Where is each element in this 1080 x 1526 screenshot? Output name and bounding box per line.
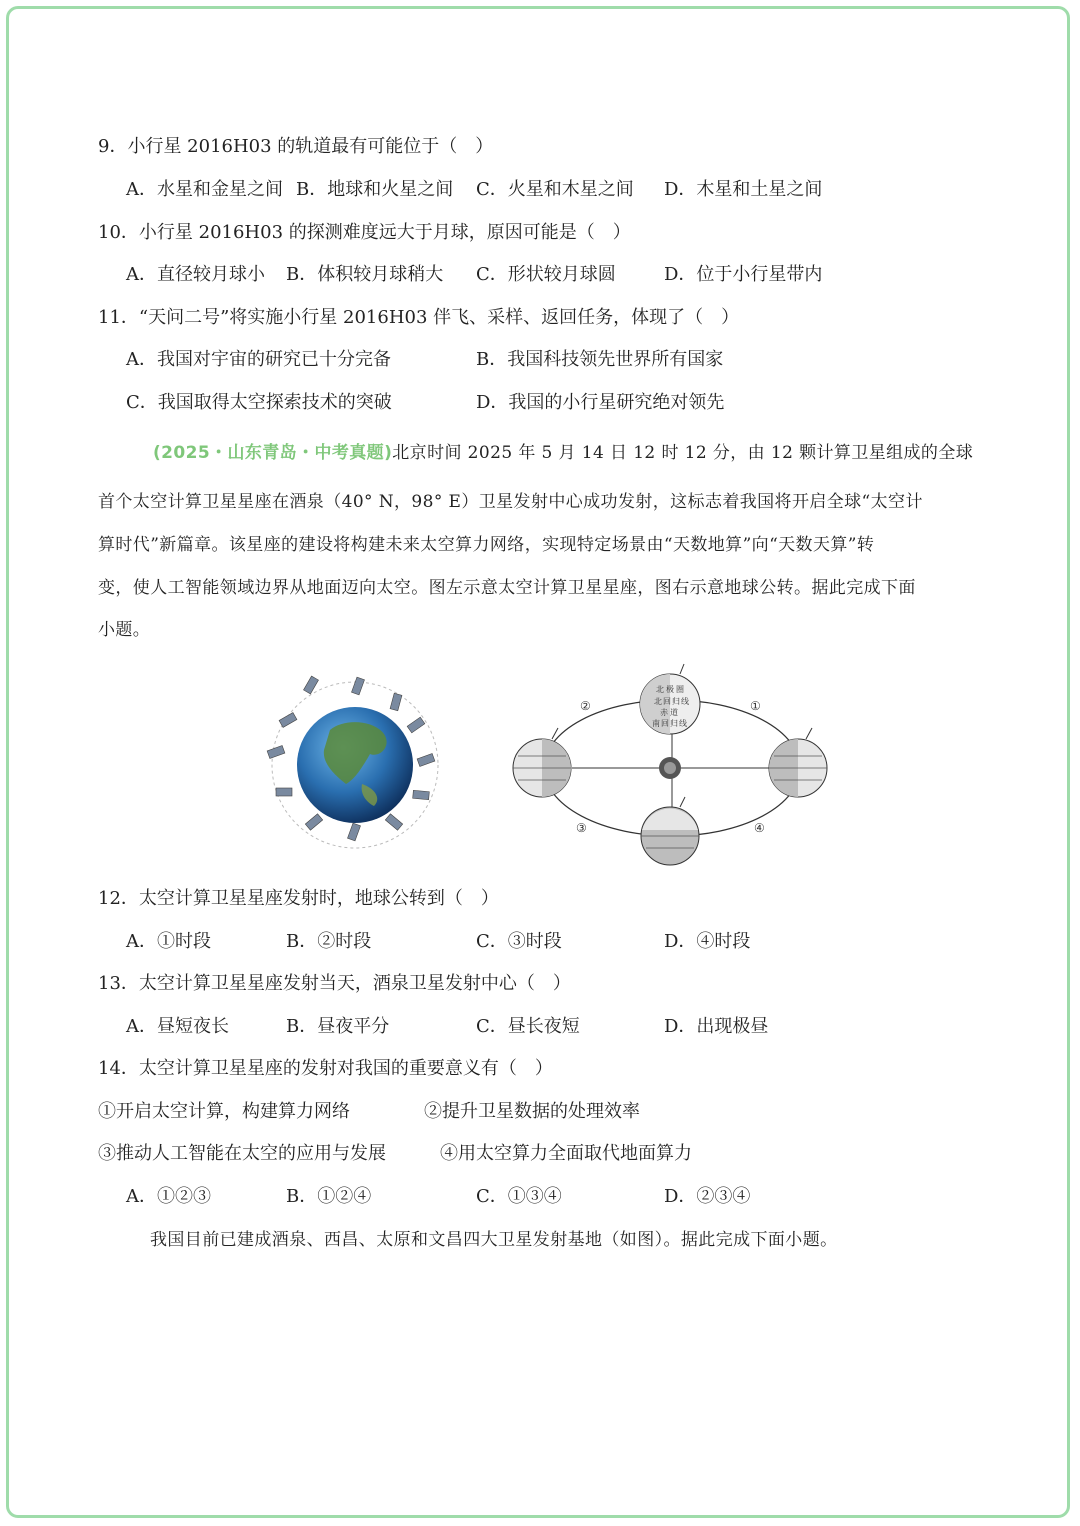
diagram-label: 极 (666, 685, 674, 694)
diagram-label: 归 (670, 719, 678, 728)
satellite-icon (413, 790, 430, 799)
question-12-option-b[interactable]: B．②时段 (286, 931, 372, 952)
question-12-option-a[interactable]: A．①时段 (126, 931, 211, 952)
earth-revolution-figure (508, 660, 838, 870)
question-12-option-c[interactable]: C．③时段 (476, 931, 562, 952)
question-14-option-c[interactable]: C．①③④ (476, 1186, 562, 1207)
diagram-label: 道 (670, 708, 678, 717)
question-9-option-b[interactable]: B．地球和火星之间 (296, 179, 454, 200)
question-13-option-d[interactable]: D．出现极昼 (664, 1016, 769, 1037)
earth-bottom (641, 797, 699, 865)
question-10-option-b[interactable]: B．体积较月球稍大 (286, 264, 444, 285)
question-9-option-a[interactable]: A．水星和金星之间 (126, 179, 283, 200)
diagram-label: 南 (652, 719, 660, 728)
source-tag: (2025・山东青岛・中考真题) (153, 443, 393, 463)
diagram-label: 回 (661, 719, 669, 728)
satellite-icon (276, 788, 292, 796)
orbit-marker-4: ④ (754, 821, 765, 835)
question-13-option-a[interactable]: A．昼短夜长 (126, 1016, 229, 1037)
question-12-stem: 12．太空计算卫星星座发射时，地球公转到（ ） (98, 888, 499, 909)
question-14-statement-2: ②提升卫星数据的处理效率 (424, 1101, 640, 1122)
question-14-statement-4: ④用太空算力全面取代地面算力 (440, 1143, 692, 1164)
satellite-icon (390, 693, 402, 711)
question-10-option-d[interactable]: D．位于小行星带内 (664, 264, 823, 285)
passage-line-2: 首个太空计算卫星星座在酒泉（40° N，98° E）卫星发射中心成功发射，这标志着我国将开启全球“太空计 (98, 492, 923, 512)
question-9-stem: 9．小行星 2016H03 的轨道最有可能位于（ ） (98, 136, 494, 157)
question-11-option-b[interactable]: B．我国科技领先世界所有国家 (476, 349, 724, 370)
question-14-stem: 14．太空计算卫星星座的发射对我国的重要意义有（ ） (98, 1058, 553, 1079)
question-14-option-a[interactable]: A．①②③ (126, 1186, 211, 1207)
satellite-icon (279, 713, 297, 728)
passage-line-3: 算时代”新篇章。该星座的建设将构建未来太空算力网络，实现特定场景由“天数地算”向“天数天算”转 (98, 535, 875, 555)
diagram-label: 回 (663, 697, 671, 706)
question-13-option-c[interactable]: C．昼长夜短 (476, 1016, 580, 1037)
earth-top (640, 664, 700, 734)
question-9-option-d[interactable]: D．木星和土星之间 (664, 179, 823, 200)
diagram-label: 线 (679, 719, 687, 728)
satellite-icon (385, 814, 402, 830)
passage-line-1: (2025・山东青岛・中考真题)北京时间 2025 年 5 月 14 日 12 时 12 分，由 12 颗计算卫星组成的全球 (153, 443, 974, 463)
question-11-stem: 11．“天问二号”将实施小行星 2016H03 伴飞、采样、返回任务，体现了（ ） (98, 307, 740, 328)
question-14-option-d[interactable]: D．②③④ (664, 1186, 751, 1207)
diagram-label: 北 (654, 697, 662, 706)
passage-line-5: 小题。 (98, 620, 151, 640)
satellite-constellation-figure (262, 672, 448, 858)
diagram-label: 北 (656, 685, 664, 694)
question-11-option-a[interactable]: A．我国对宇宙的研究已十分完备 (126, 349, 391, 370)
question-10-option-a[interactable]: A．直径较月球小 (126, 264, 265, 285)
question-9-option-c[interactable]: C．火星和木星之间 (476, 179, 634, 200)
orbit-marker-2: ② (580, 699, 591, 713)
question-10-option-c[interactable]: C．形状较月球圆 (476, 264, 616, 285)
question-14-option-b[interactable]: B．①②④ (286, 1186, 372, 1207)
earth-left (513, 728, 571, 797)
question-10-stem: 10．小行星 2016H03 的探测难度远大于月球，原因可能是（ ） (98, 222, 631, 243)
diagram-label: 赤 (660, 708, 668, 717)
satellite-icon (352, 677, 365, 695)
question-11-option-d[interactable]: D．我国的小行星研究绝对领先 (476, 392, 725, 413)
diagram-label: 归 (672, 697, 680, 706)
satellite-icon (305, 814, 322, 830)
satellite-icon (417, 754, 435, 767)
diagram-label: 线 (681, 697, 689, 706)
orbit-marker-3: ③ (576, 821, 587, 835)
question-14-statement-1: ①开启太空计算，构建算力网络 (98, 1101, 350, 1122)
satellite-icon (348, 823, 361, 841)
orbit-marker-1: ① (750, 699, 761, 713)
question-13-option-b[interactable]: B．昼夜平分 (286, 1016, 390, 1037)
earth-right (769, 728, 827, 797)
satellite-icon (267, 746, 285, 759)
satellite-icon (407, 717, 425, 733)
diagram-label: 圈 (676, 685, 684, 694)
question-12-option-d[interactable]: D．④时段 (664, 931, 751, 952)
passage-line-4: 变，使人工智能领域边界从地面迈向太空。图左示意太空计算卫星星座，图右示意地球公转。据此完成下面 (98, 578, 916, 598)
question-11-option-c[interactable]: C．我国取得太空探索技术的突破 (126, 392, 392, 413)
question-14-statement-3: ③推动人工智能在太空的应用与发展 (98, 1143, 386, 1164)
question-13-stem: 13．太空计算卫星星座发射当天，酒泉卫星发射中心（ ） (98, 973, 571, 994)
sun-core (664, 762, 676, 774)
closing-passage: 我国目前已建成酒泉、西昌、太原和文昌四大卫星发射基地（如图）。据此完成下面小题。 (150, 1230, 838, 1250)
